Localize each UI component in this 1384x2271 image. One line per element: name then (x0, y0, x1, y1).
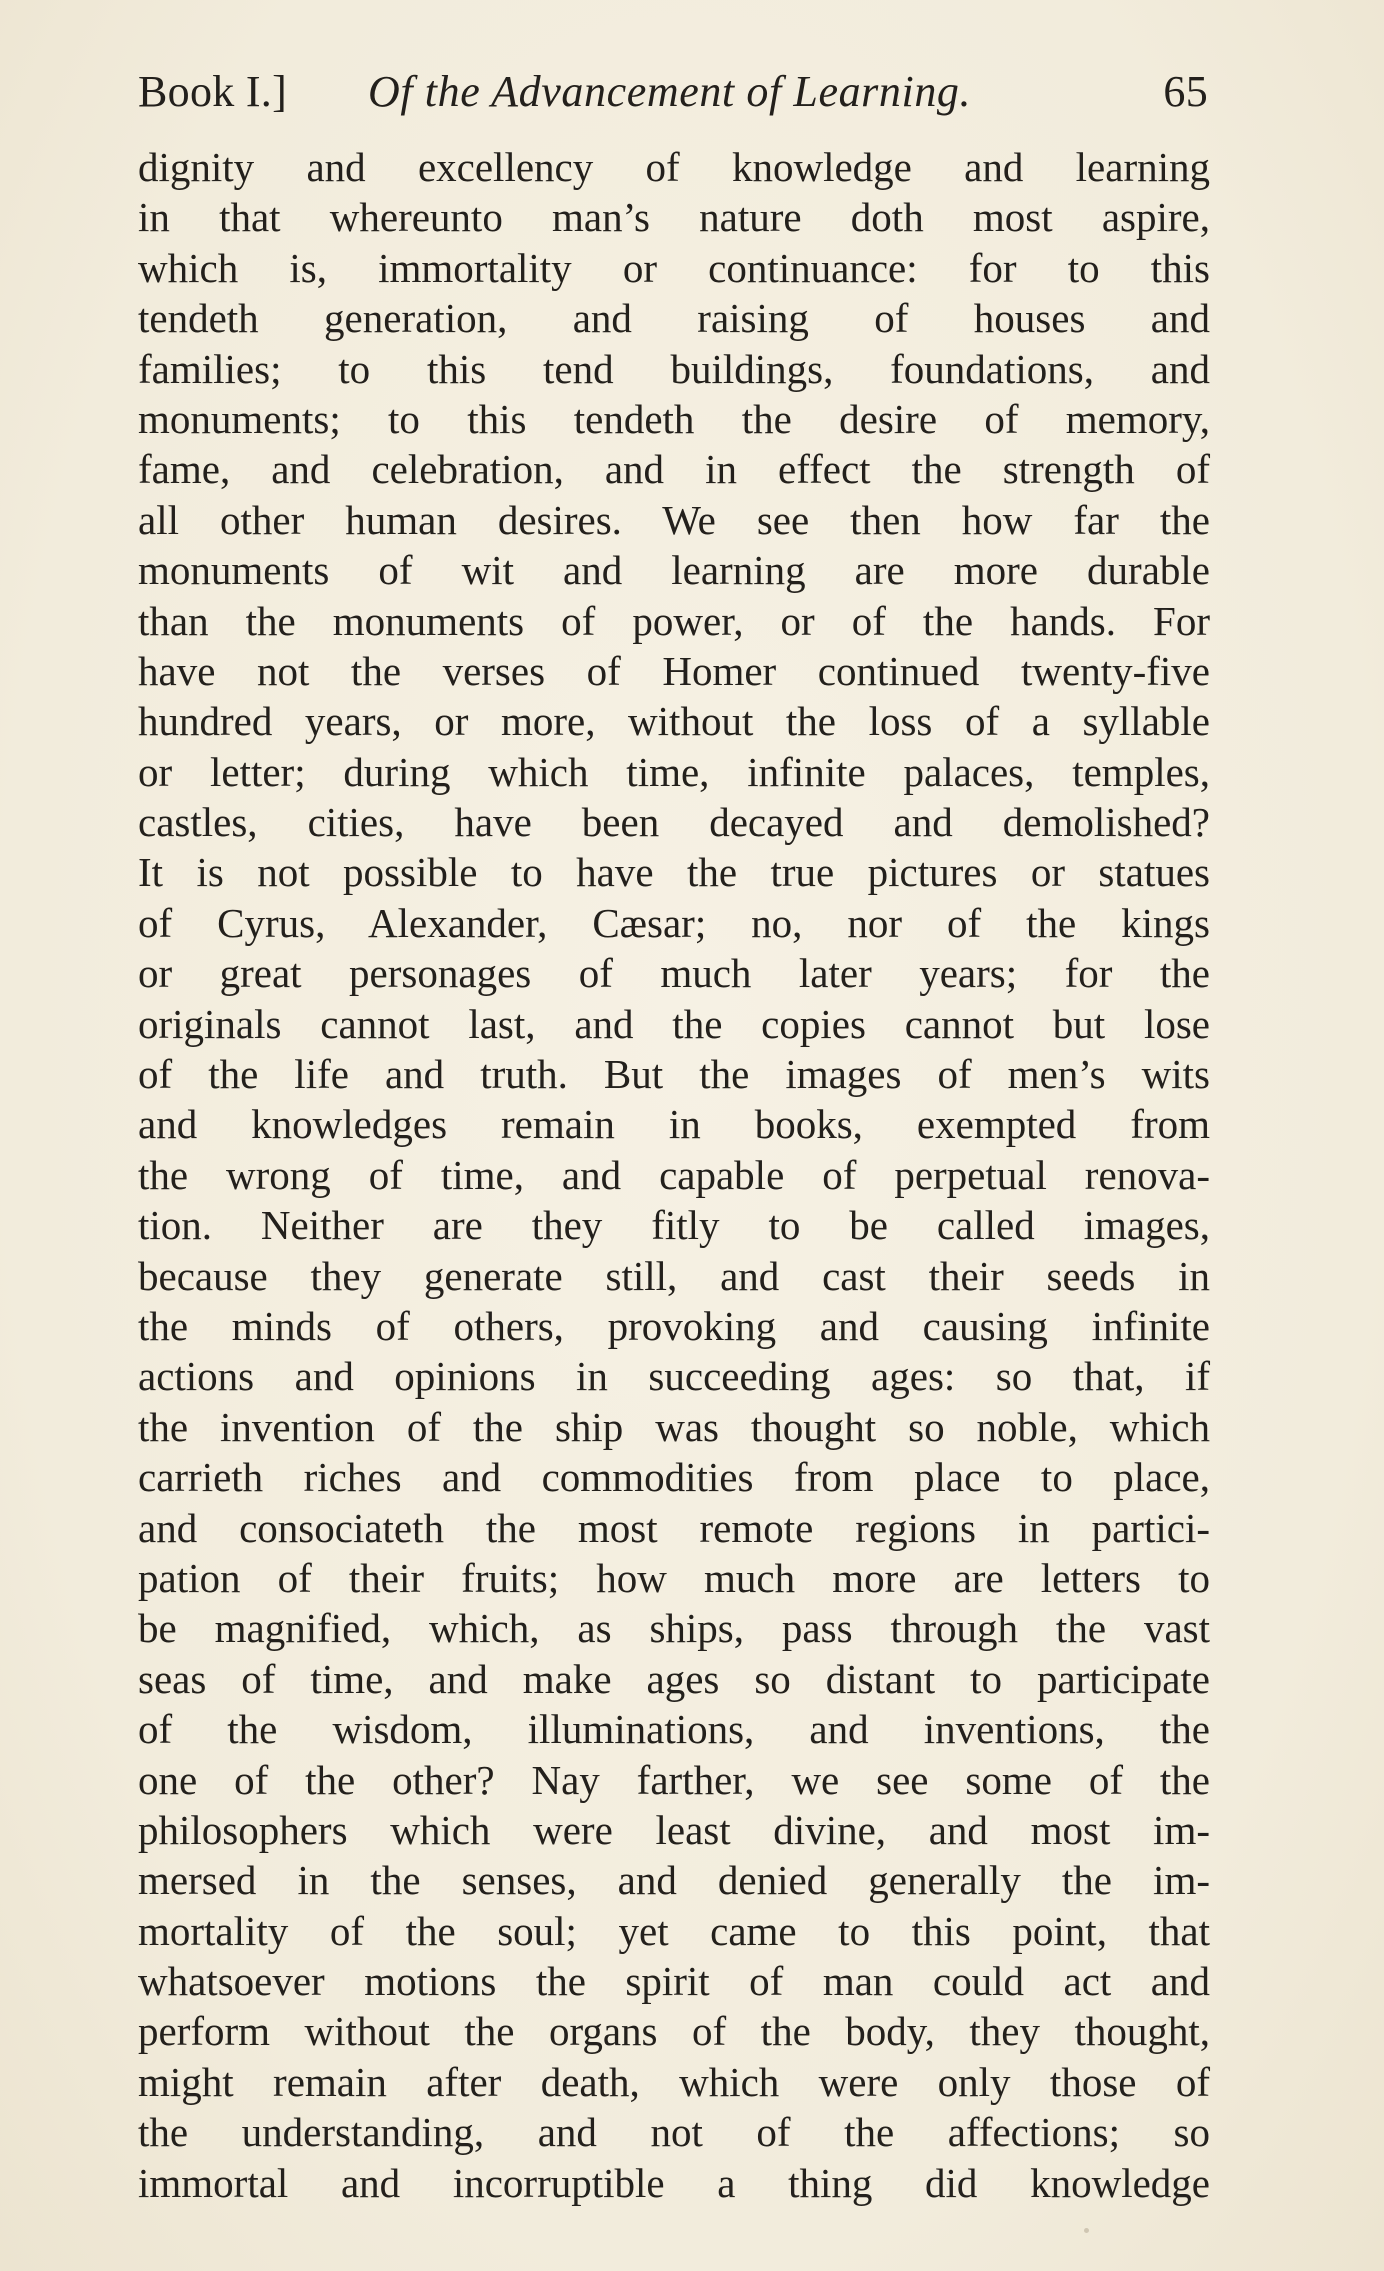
text-line: whatsoever motions the spirit of man could act and (138, 1958, 1210, 2005)
text-line: of Cyrus, Alexander, Cæsar; no, nor of the kings (138, 899, 1210, 946)
text-line: the understanding, and not of the affections; so (138, 2109, 1210, 2156)
text-line: monuments; to this tendeth the desire of memory, (138, 395, 1210, 442)
text-line: originals cannot last, and the copies cannot but lose (138, 1000, 1210, 1047)
text-line: seas of time, and make ages so distant to participate (138, 1655, 1210, 1702)
book-number: Book I.] (138, 67, 288, 116)
body-text (138, 142, 1210, 2208)
page-number: 65 (1163, 67, 1208, 116)
text-line: than the monuments of power, or of the hands. For (138, 597, 1210, 644)
text-line: monuments of wit and learning are more durable (138, 547, 1210, 594)
text-line: tion. Neither are they fitly to be called images, (138, 1202, 1210, 1249)
text-line: fame, and celebration, and in effect the strength of (138, 446, 1210, 493)
text-line: the minds of others, provoking and causing infinite (138, 1302, 1210, 1349)
text-line: in that whereunto man’s nature doth most aspire, (138, 194, 1210, 241)
text-line: have not the verses of Homer continued twenty-five (138, 647, 1210, 694)
text-line: the wrong of time, and capable of perpetual renova- (138, 1151, 1210, 1198)
text-line: of the life and truth. But the images of men’s wits (138, 1051, 1210, 1098)
text-line: dignity and excellency of knowledge and learning (138, 144, 1210, 190)
book-title: Of the Advancement of Learning. (368, 67, 972, 116)
text-line: mortality of the soul; yet came to this point, that (138, 1907, 1210, 1954)
text-line: or letter; during which time, infinite palaces, temples, (138, 748, 1210, 795)
text-line: tendeth generation, and raising of houses and (138, 295, 1210, 342)
text-line: hundred years, or more, without the loss of a syllable (138, 698, 1210, 745)
text-line: actions and opinions in succeeding ages: so that, if (138, 1353, 1210, 1400)
text-line: one of the other? Nay farther, we see some of the (138, 1756, 1210, 1803)
text-line: and consociateth the most remote regions in partici- (138, 1504, 1210, 1551)
text-line: mersed in the senses, and denied generally the im- (138, 1857, 1210, 1904)
text-line: be magnified, which, as ships, pass through the vast (138, 1605, 1210, 1652)
text-line: all other human desires. We see then how far the (138, 496, 1210, 543)
text-line: families; to this tend buildings, foundations, and (138, 345, 1210, 392)
text-line: of the wisdom, illuminations, and inventions, the (138, 1706, 1210, 1753)
text-line: the invention of the ship was thought so noble, which (138, 1403, 1210, 1450)
text-line: perform without the organs of the body, they thought, (138, 2008, 1210, 2055)
text-line: carrieth riches and commodities from place to place, (138, 1454, 1210, 1501)
text-line: pation of their fruits; how much more are letters to (138, 1554, 1210, 1601)
paper-speck (1084, 2228, 1089, 2233)
text-line: immortal and incorruptible a thing did knowledge (138, 2159, 1210, 2206)
text-line: and knowledges remain in books, exempted from (138, 1101, 1210, 1148)
text-line: It is not possible to have the true pictures or statues (138, 849, 1210, 896)
text-line: philosophers which were least divine, and most im- (138, 1806, 1210, 1853)
text-line: which is, immortality or continuance: for to this (138, 244, 1210, 291)
text-line: might remain after death, which were only those of (138, 2058, 1210, 2105)
running-head (138, 62, 1210, 122)
text-line: castles, cities, have been decayed and demolished? (138, 799, 1210, 846)
text-line: because they generate still, and cast their seeds in (138, 1252, 1210, 1299)
text-line: or great personages of much later years; for the (138, 950, 1210, 997)
